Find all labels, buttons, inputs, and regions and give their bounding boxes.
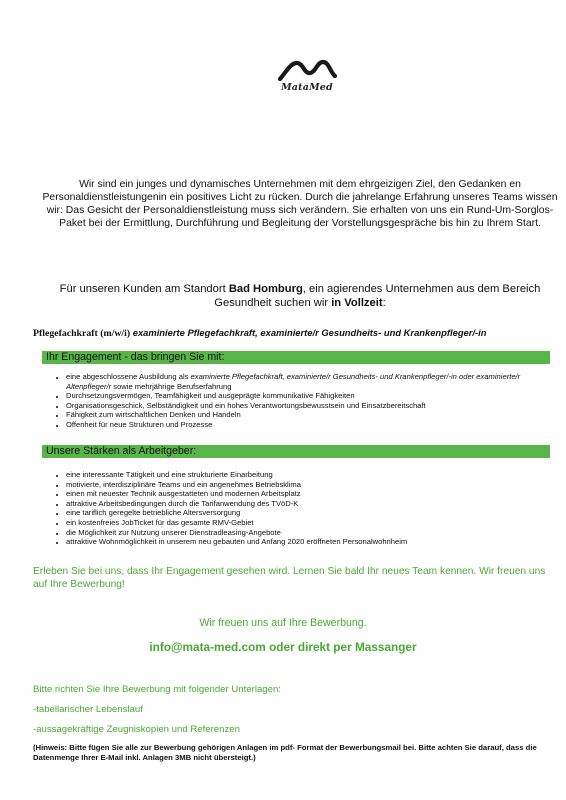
document-item-cv: -tabellarischer Lebenslauf [33,704,143,715]
list-item: • Offenheit für neue Strukturen und Prozesse [66,420,556,430]
engagement-list [44,372,556,430]
matamed-logo [272,58,342,102]
list-item: • eine interessante Tätigkeit und eine strukturierte Einarbeitung [66,470,556,480]
list-item: • attraktive Wohnmöglichkeit in unserem neu gebauten und Anfang 2020 eröffneten Personalwohnheim [66,537,556,547]
section-heading-strengths: Unsere Stärken als Arbeitgeber: [42,445,550,458]
list-item: • Organisationsgeschick, Selbständigkeit und ein hohes Verantwortungsbewusstsein und Einsatzbereitschaft [66,401,556,411]
contact-email[interactable]: info@mata-med.com oder direkt per Massanger [149,640,417,654]
list-item: • attraktive Arbeitsbedingungen durch die Tarifanwendung des TVöD-K [66,499,556,509]
employment-type: in Vollzeit [331,297,383,309]
strengths-list [44,470,556,547]
documents-intro: Bitte richten Sie Ihre Bewerbung mit folgender Unterlagen: [33,684,281,695]
job-title [33,327,563,340]
job-title-main: Pflegefachkraft (m/w/i) [33,328,131,339]
logo-wordmark: MataMed [281,82,333,93]
list-item: • Durchsetzungsvermögen, Teamfähigkeit und ausgeprägte kommunikative Fähigkeiten [66,391,556,401]
list-item: • eine tariflich geregelte betriebliche Altersversorgung [66,508,556,518]
section-heading-engagement: Ihr Engagement - das bringen Sie mit: [42,351,550,364]
thanks-text: Wir freuen uns auf Ihre Bewerbung. [199,617,367,629]
list-item: • ein kostenfreies JobTicket für das gesamte RMV-Gebiet [66,518,556,528]
application-hint: (Hinweis: Bitte fügen Sie alle zur Bewerbung gehörigen Anlagen im pdf- Format der Bewerbungsmail bei. Bitte achten Sie darauf, dass die Datenmenge Ihrer E-Mail inkl. Anlagen 3MB nicht übersteigt.) [33,743,537,762]
company-intro: Wir sind ein junges und dynamisches Unternehmen mit dem ehrgeizigen Ziel, den Gedanken en Personaldienstleistungenin ein positives Licht zu rücken. Durch die jahrelange Erfahrung unseres Teams wissen wir: Das Gesicht der Personaldienstleistung muss sich verändern. Sie erhalten von uns ein Rund-Um-Sorglos-Paket bei der Ermittlung, Durchführung und Begleitung der Vorstellungsgespräche bis hin zu Ihrem Start. [42,179,558,229]
document-item-references: -aussagekräftige Zeugniskopien und Referenzen [33,724,240,735]
client-description: Für unseren Kunden am Standort Bad Homburg, ein agierendes Unternehmen aus dem Bereich Gesundheit suchen wir in Vollzeit: [59,283,541,309]
list-item: • die Möglichkeit zur Nutzung unserer Dienstradleasing-Angebote [66,528,556,538]
job-title-subtitle: examinierte Pflegefachkraft, examinierte/r Gesundheits- und Krankenpfleger/-in [130,327,487,338]
list-item: • eine abgeschlossene Ausbildung als examinierte Pflegefachkraft, examinierte/r Gesundheits- und Krankenpfleger/-in oder examinierte/r Altenpfleger/r sowie mehrjährige Berufserfahrung [66,372,556,391]
list-item: • Fähigkeit zum wirtschaftlichen Denken und Handeln [66,410,556,420]
matamed-wave-icon [276,58,338,82]
list-item: • motivierte, interdisziplinäre Teams und ein angenehmes Betriebsklima [66,480,556,490]
closing-text: Erleben Sie bei uns, dass Ihr Engagement gesehen wird. Lernen Sie bald Ihr neues Team kennen. Wir freuen uns auf Ihre Bewerbung! [33,566,546,590]
client-location: Bad Homburg [228,283,303,295]
list-item: • einen mit neuester Technik ausgestatteten und modernen Arbeitsplatz [66,489,556,499]
